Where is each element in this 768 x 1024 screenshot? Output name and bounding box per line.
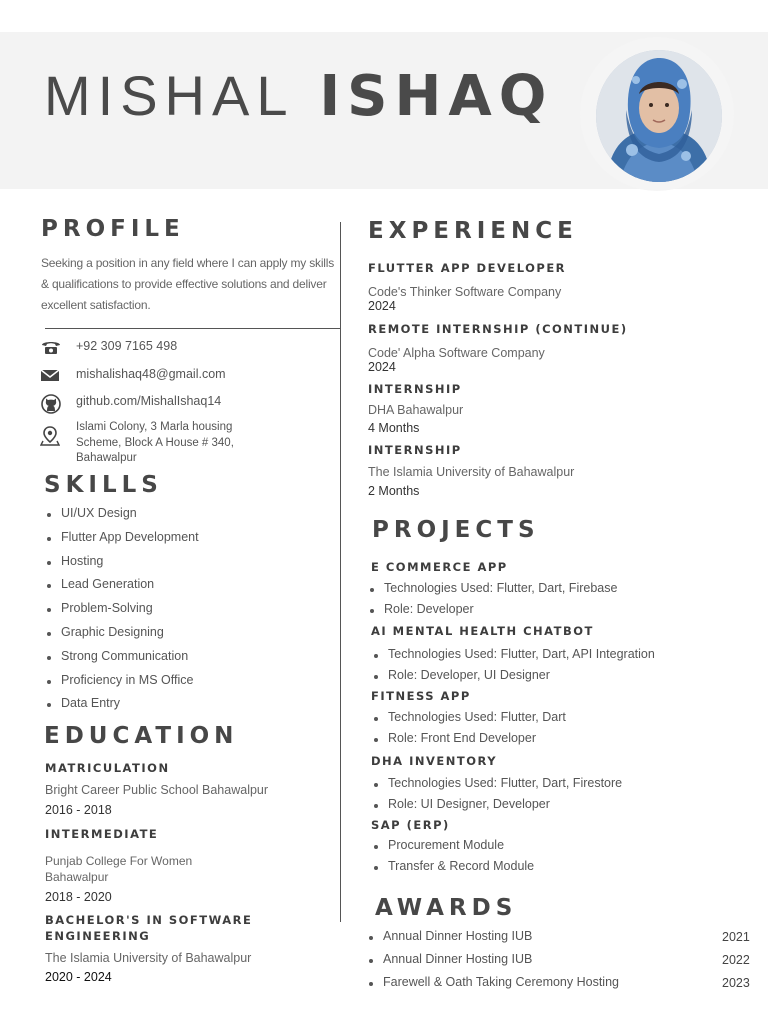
award-year: 2021 xyxy=(722,930,750,944)
education-years: 2020 - 2024 xyxy=(45,970,112,984)
list-item: UI/UX Design xyxy=(44,506,199,530)
list-item: Procurement Module xyxy=(371,838,534,859)
list-item: Problem-Solving xyxy=(44,601,199,625)
list-item: Farewell & Oath Taking Ceremony Hosting xyxy=(366,975,619,998)
experience-heading: EXPERIENCE xyxy=(368,218,578,244)
list-item: Technologies Used: Flutter, Dart xyxy=(371,710,566,731)
degree-line: ENGINEERING xyxy=(45,928,151,943)
candidate-name xyxy=(44,64,554,129)
education-school: The Islamia University of Bahawalpur xyxy=(45,951,252,965)
school-line: Bahawalpur xyxy=(45,869,109,884)
project-name: AI MENTAL HEALTH CHATBOT xyxy=(371,624,594,638)
list-item: Hosting xyxy=(44,554,199,578)
project-details xyxy=(367,581,617,623)
profile-divider xyxy=(45,328,340,329)
list-item: Annual Dinner Hosting IUB xyxy=(366,952,619,975)
project-details xyxy=(371,776,622,818)
list-item: Technologies Used: Flutter, Dart, Firebase xyxy=(367,581,617,602)
list-item: Lead Generation xyxy=(44,577,199,601)
experience-title: FLUTTER APP DEVELOPER xyxy=(368,261,567,275)
email-address[interactable]: mishalishaq48@gmail.com xyxy=(76,367,226,381)
experience-company: Code's Thinker Software Company xyxy=(368,285,562,299)
education-degree xyxy=(45,913,252,944)
profile-heading: PROFILE xyxy=(41,216,185,242)
project-name: FITNESS APP xyxy=(371,689,471,703)
list-item: Role: Developer, UI Designer xyxy=(371,668,655,689)
column-divider xyxy=(340,222,341,922)
project-details xyxy=(371,647,655,689)
list-item: Role: Developer xyxy=(367,602,617,623)
list-item: Strong Communication xyxy=(44,649,199,673)
awards-heading: AWARDS xyxy=(375,895,518,921)
list-item: Graphic Designing xyxy=(44,625,199,649)
experience-period: 2024 xyxy=(368,360,396,374)
github-link[interactable]: github.com/MishalIshaq14 xyxy=(76,394,222,408)
project-name: DHA INVENTORY xyxy=(371,754,498,768)
address-text xyxy=(76,420,234,467)
project-name: E COMMERCE APP xyxy=(371,560,508,574)
experience-title: INTERNSHIP xyxy=(368,443,462,457)
phone-icon xyxy=(40,339,62,359)
experience-period: 2 Months xyxy=(368,484,420,498)
education-school xyxy=(45,854,192,885)
project-name: SAP (ERP) xyxy=(371,818,450,832)
award-year: 2022 xyxy=(722,953,750,967)
degree-line: BACHELOR'S IN SOFTWARE xyxy=(45,913,253,927)
envelope-icon xyxy=(40,367,62,387)
education-school: Bright Career Public School Bahawalpur xyxy=(45,783,269,797)
list-item: Transfer & Record Module xyxy=(371,859,534,880)
github-icon xyxy=(40,394,62,414)
list-item: Annual Dinner Hosting IUB xyxy=(366,929,619,952)
address-line: Bahawalpur xyxy=(76,452,137,464)
list-item: Role: Front End Developer xyxy=(371,731,566,752)
list-item: Technologies Used: Flutter, Dart, API Integration xyxy=(371,647,655,668)
address-line: Islami Colony, 3 Marla housing xyxy=(76,421,233,433)
school-line: Punjab College For Women xyxy=(45,854,193,868)
skills-heading: SKILLS xyxy=(44,472,163,498)
experience-company: DHA Bahawalpur xyxy=(368,403,464,417)
projects-heading: PROJECTS xyxy=(372,517,540,543)
experience-company: Code' Alpha Software Company xyxy=(368,346,545,360)
address-line: Scheme, Block A House # 340, xyxy=(76,436,234,449)
experience-title: REMOTE INTERNSHIP (CONTINUE) xyxy=(368,322,628,336)
education-degree: MATRICULATION xyxy=(45,761,170,775)
last-name: ISHAQ xyxy=(319,64,554,129)
education-years: 2016 - 2018 xyxy=(45,803,112,817)
list-item: Flutter App Development xyxy=(44,530,199,554)
profile-summary: Seeking a position in any field where I can apply my skills & qualifications to provide effective solutions and deliver excellent satisfaction. xyxy=(41,256,335,312)
list-item: Technologies Used: Flutter, Dart, Firestore xyxy=(371,776,622,797)
skills-list xyxy=(44,506,199,720)
phone-number[interactable]: +92 309 7165 498 xyxy=(76,339,178,353)
awards-list xyxy=(366,929,619,998)
education-heading: EDUCATION xyxy=(44,723,239,749)
list-item: Data Entry xyxy=(44,696,199,720)
project-details xyxy=(371,710,566,752)
experience-title: INTERNSHIP xyxy=(368,382,462,396)
experience-company: The Islamia University of Bahawalpur xyxy=(368,465,575,479)
education-degree: INTERMEDIATE xyxy=(45,827,159,841)
profile-photo xyxy=(596,50,722,182)
experience-period: 4 Months xyxy=(368,421,420,435)
education-years: 2018 - 2020 xyxy=(45,890,112,904)
list-item: Role: UI Designer, Developer xyxy=(371,797,622,818)
first-name: MISHAL xyxy=(44,64,295,127)
experience-period: 2024 xyxy=(368,299,396,313)
award-year: 2023 xyxy=(722,976,750,990)
map-pin-icon xyxy=(40,426,62,446)
list-item: Proficiency in MS Office xyxy=(44,673,199,697)
project-details xyxy=(371,838,534,880)
